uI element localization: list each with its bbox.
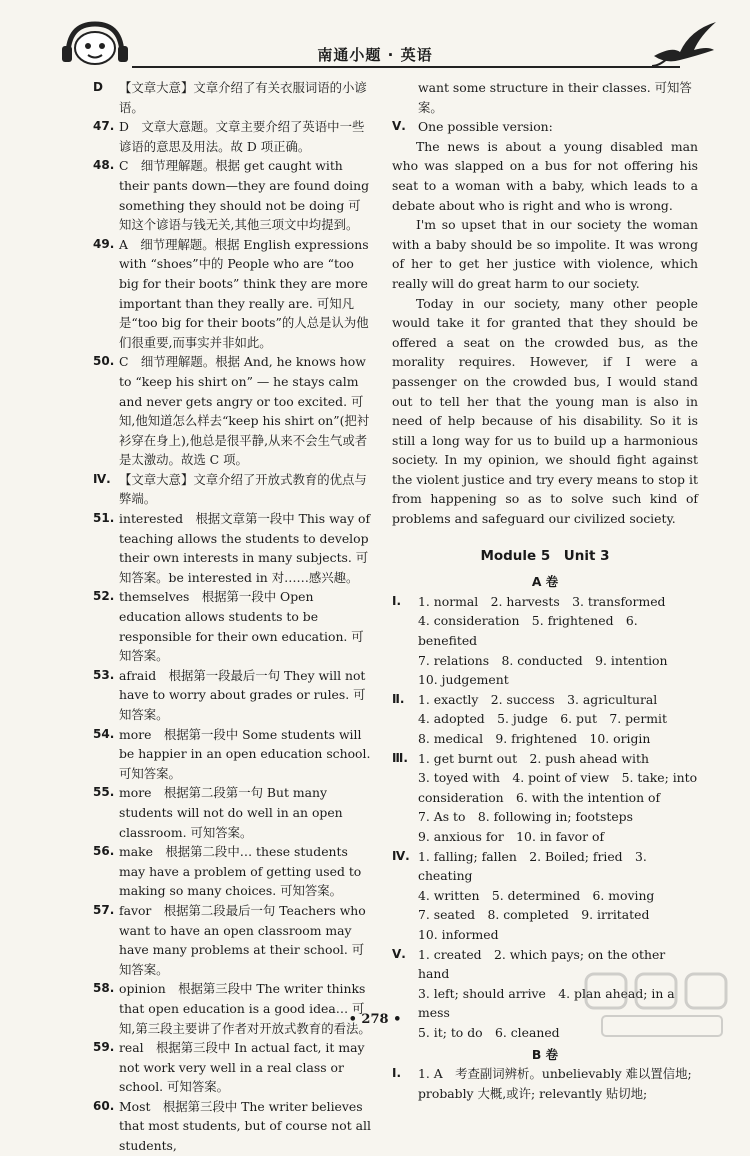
answer-text: C 细节理解题。根据 get caught with their pants down—they are found doing something they should not be doing 可知这个谚语与钱无关,其他三项文中均提到。 <box>119 158 370 233</box>
answer-number: 56. <box>93 844 115 859</box>
answer-text: make 根据第二段中… these students may have a problem of getting used to making so many choices. 可知答案。 <box>119 844 362 899</box>
answer-line: 5. it; to do 6. cleaned <box>418 1024 560 1040</box>
essay-paragraph: Today in our society, many other people would take it for granted that they should be offered a seat on the crowded bus, as the morality requires. However, if I were a passenger on the crowded bus, I would stand out to tell her that the young man is also in need of help because of his disability. So it is still a long way for us to build up a harmonious society. In my opinion, we should fight against the violent justice and try every means to stop it from happening so as to solve such kind of problems and safeguard our civilized society. <box>392 295 698 527</box>
answer-line: 10. informed <box>418 926 499 942</box>
answer-text: favor 根据第二段最后一句 Teachers who want to have an open classroom may have many problems at their school. 可知答案。 <box>119 902 366 977</box>
answer-line: 3. toyed with 4. point of view 5. take; into consideration 6. with the intention of <box>418 770 698 805</box>
answer-number: 53. <box>93 667 115 682</box>
answer-group <box>392 690 698 749</box>
answer-number: 52. <box>93 589 115 604</box>
answer-number: 50. <box>93 354 115 369</box>
answer-line: 8. medical 9. frightened 10. origin <box>418 731 651 746</box>
answer-group <box>392 1064 698 1103</box>
answer-line: 4. consideration 5. frightened 6. benefited <box>418 613 638 649</box>
answer-item <box>93 783 371 842</box>
answer-item <box>93 979 371 1038</box>
flying-bird-icon <box>650 16 720 72</box>
module-heading: Module 5 Unit 3 <box>480 547 610 564</box>
answer-group <box>392 847 698 945</box>
answer-text: afraid 根据第一段最后一句 They will not have to worry about grades or rules. 可知答案。 <box>119 667 366 722</box>
group-numeral: Ⅰ. <box>392 593 402 608</box>
answer-site-watermark-icon <box>582 970 732 1040</box>
answer-item <box>93 901 371 979</box>
answer-text: 【文章大意】文章介绍了开放式教育的优点与弊端。 <box>119 471 367 507</box>
answer-number: 54. <box>93 726 115 741</box>
answer-number: 59. <box>93 1040 115 1055</box>
page-number: • 278 • <box>348 1012 402 1027</box>
left-column <box>93 78 371 1156</box>
answer-number: 49. <box>93 236 115 251</box>
group-numeral: Ⅲ. <box>392 750 408 765</box>
answer-number: 48. <box>93 158 115 173</box>
answer-item <box>93 78 371 117</box>
page-title: 南通小题 · 英语 <box>317 46 433 64</box>
answer-line: 3. left; should arrive 4. plan ahead; in a mess <box>418 985 675 1021</box>
answer-line: 4. adopted 5. judge 6. put 7. permit <box>418 711 667 727</box>
answer-number: 55. <box>93 785 115 800</box>
answer-text: themselves 根据第一段中 Open education allows students to be responsible for their own education. 可知答案。 <box>119 589 364 664</box>
answer-line: 1. falling; fallen 2. Boiled; fried 3. cheating <box>418 848 647 884</box>
answer-group <box>392 592 698 690</box>
answer-text: more 根据第一段中 Some students will be happier in an open education school. 可知答案。 <box>119 726 371 781</box>
header-rule <box>132 66 680 68</box>
answer-line: 10. judgement <box>418 672 509 688</box>
answer-number: D <box>93 80 103 94</box>
answer-line: 9. anxious for 10. in favor of <box>418 828 605 844</box>
answer-item <box>93 352 371 470</box>
answer-line: 1. created 2. which pays; on the other hand <box>418 946 666 982</box>
answer-number: 47. <box>93 119 115 134</box>
answer-item <box>93 235 371 353</box>
answer-number: 57. <box>93 902 115 917</box>
answer-text: Most 根据第三段中 The writer believes that most students, but of course not all students, <box>119 1098 371 1154</box>
group-numeral: Ⅰ. <box>392 1066 402 1081</box>
answer-line: 4. written 5. determined 6. moving <box>418 887 655 903</box>
essay-paragraph: I'm so upset that in our society the woman with a baby should be so impolite. It was wrong of her to get her justice with violence, which really will do great harm to our society. <box>392 217 698 291</box>
answer-text: D 文章大意题。文章主要介绍了英语中一些谚语的意思及用法。故 D 项正确。 <box>119 119 365 154</box>
answer-text: 【文章大意】文章介绍了有关衣服词语的小谚语。 <box>119 80 367 115</box>
answer-item <box>93 587 371 665</box>
answer-group <box>392 749 698 847</box>
answer-text: A 细节理解题。根据 English expressions with “shoes”中的 People who are “too big for their boots” think they are more important than they really are. 可知凡是“too big for their boots”的人总是认为他们很重要,而事实并非如此。 <box>119 236 369 350</box>
answer-text: C 细节理解题。根据 And, he knows how to “keep his shirt on” — he stays calm and never gets angry or too excited. 可知,他知道怎么样去“keep his shirt on”(把衬衫穿在身上),他总是很平静,从来不会生气或者是太激动。故选 C 项。 <box>119 354 370 468</box>
answer-item <box>93 156 371 234</box>
group-numeral: Ⅳ. <box>392 848 410 863</box>
answer-line: 1. A 考查副词辨析。unbelievably 难以置信地; probably 大概,或许; relevantly 贴切地; <box>418 1066 692 1101</box>
answer-item <box>93 509 371 587</box>
page-header <box>0 0 750 74</box>
answer-line: 1. exactly 2. success 3. agricultural <box>418 691 658 707</box>
essay-paragraph: The news is about a young disabled man who was slapped on a bus for not offering his seat to a woman with a baby, which leads to a debate about who is right and who is wrong. <box>392 138 698 213</box>
answer-number: Ⅳ. <box>93 471 111 486</box>
answer-item <box>93 666 371 725</box>
answer-item <box>93 1038 371 1097</box>
writing-section-label: Ⅴ. One possible version: <box>392 119 553 135</box>
right-column <box>392 78 698 1103</box>
answer-item <box>93 725 371 784</box>
answer-number: 51. <box>93 511 115 526</box>
section-b-heading: B 卷 <box>531 1046 559 1062</box>
answer-item <box>93 842 371 901</box>
answer-line: 7. seated 8. completed 9. irritated <box>418 907 650 923</box>
continued-answer: want some structure in their classes. 可知答案。 <box>418 80 692 115</box>
answer-text: more 根据第二段第一句 But many students will not do well in an open classroom. 可知答案。 <box>119 785 343 840</box>
section-a-heading: A 卷 <box>531 574 559 590</box>
answer-item <box>93 117 371 156</box>
answer-line: 7. relations 8. conducted 9. intention <box>418 652 668 668</box>
group-numeral: Ⅱ. <box>392 691 405 706</box>
group-numeral: Ⅴ. <box>392 946 406 961</box>
answer-number: 58. <box>93 981 115 996</box>
answer-line: 7. As to 8. following in; footsteps <box>418 809 633 825</box>
answer-text: real 根据第三段中 In actual fact, it may not work very well in a real class or school. 可知答案。 <box>119 1040 365 1095</box>
answers-b <box>392 1064 698 1103</box>
answer-item <box>93 1097 371 1156</box>
answer-text: opinion 根据第三段中 The writer thinks that open education is a good idea… 可知,第三段主要讲了作者对开放式教育的看法。 <box>119 981 371 1036</box>
model-essay <box>392 137 698 529</box>
answer-line: 1. normal 2. harvests 3. transformed <box>418 593 666 609</box>
answer-line: 1. get burnt out 2. push ahead with <box>418 750 649 766</box>
answer-text: interested 根据文章第一段中 This way of teaching allows the students to develop their own interests in many subjects. 可知答案。be interested in 对……感兴趣。 <box>119 511 371 585</box>
answer-number: 60. <box>93 1098 115 1113</box>
answer-item <box>93 470 371 509</box>
